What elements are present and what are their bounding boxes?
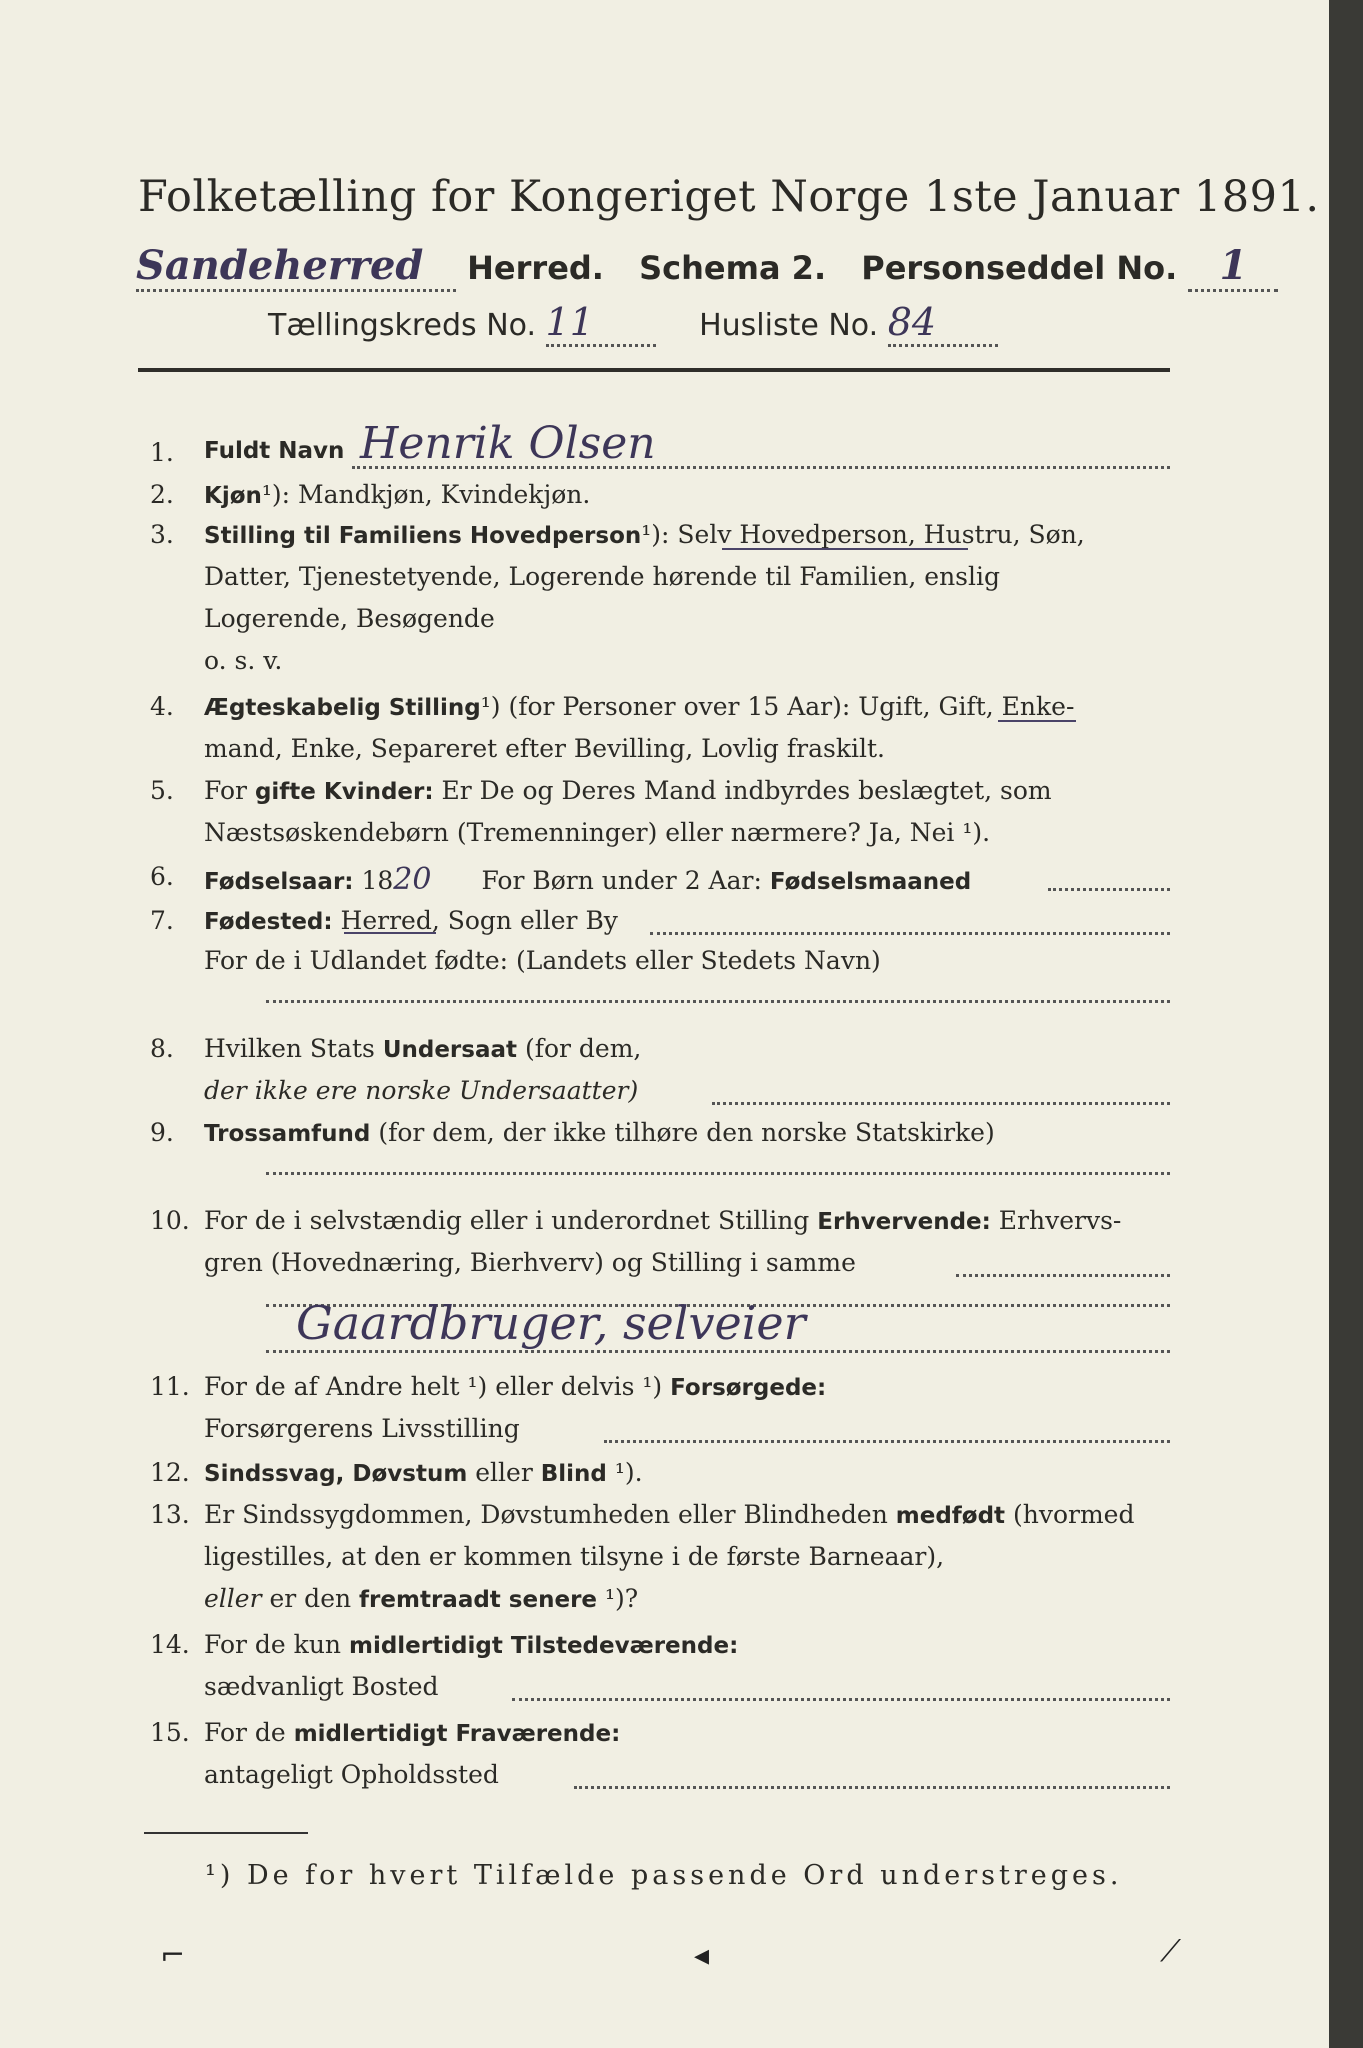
item-text: : Selv Hovedperson, Hustru, Søn, — [661, 520, 1085, 549]
item-text: er den — [261, 1584, 360, 1613]
item-text: eller — [204, 1584, 262, 1613]
husliste-value: 84 — [888, 300, 998, 347]
item-number: 2. — [150, 480, 174, 509]
item-text: Datter, Tjenestetyende, Logerende hørende til Familien, enslig — [204, 562, 1001, 591]
item-number: 12. — [150, 1458, 190, 1487]
item-text: mand, Enke, Separeret efter Bevilling, Lovlig fraskilt. — [204, 734, 885, 763]
superscript: ¹) — [480, 692, 501, 721]
kreds-line — [268, 300, 998, 347]
item-label: Forsørgede: — [670, 1375, 827, 1401]
item-label: midlertidigt Tilstedeværende: — [348, 1633, 739, 1659]
item-text: ¹). — [606, 1458, 643, 1487]
item-number: 3. — [150, 520, 174, 549]
item-number: 14. — [150, 1630, 190, 1659]
item-text: eller — [467, 1458, 541, 1487]
item-text: For Børn under 2 Aar: — [481, 866, 770, 895]
item-label: Erhvervende: — [817, 1209, 991, 1235]
item-number: 10. — [150, 1206, 190, 1235]
husliste-label: Husliste No. — [699, 308, 879, 343]
item-text: For de i selvstændig eller i underordnet Stilling — [204, 1206, 818, 1235]
item-text: (for Personer over 15 Aar): Ugift, Gift, Enke- — [500, 692, 1075, 721]
item-text: Hvilken Stats — [204, 1034, 383, 1063]
corner-mark-right: ⟋ — [1160, 1934, 1181, 1969]
item-label: midlertidigt Fraværende: — [293, 1721, 621, 1747]
fill-line — [266, 1000, 1170, 1003]
herred-value: Sandeherred — [136, 242, 456, 292]
fill-line — [712, 1102, 1170, 1105]
item-number: 1. — [150, 438, 174, 467]
item-text: (hvormed — [1005, 1500, 1135, 1529]
item-text: (for dem, der ikke tilhøre den norske Statskirke) — [370, 1118, 995, 1147]
item-label: gifte Kvinder: — [254, 779, 434, 805]
fill-line — [956, 1274, 1170, 1277]
item-label: Kjøn — [204, 483, 262, 509]
fill-line — [352, 466, 1170, 469]
item-label: Sindssvag, Døvstum — [204, 1461, 468, 1487]
item-label: Fødselsaar: — [204, 869, 354, 895]
item-number: 7. — [150, 906, 174, 935]
item-text: Logerende, Besøgende — [204, 604, 495, 633]
fill-line — [512, 1698, 1170, 1701]
answer-underline — [722, 548, 968, 550]
item-label: medfødt — [895, 1503, 1006, 1529]
item-text: Herred, Sogn eller By — [332, 906, 618, 935]
fill-line — [266, 1350, 1170, 1353]
item-label: Stilling til Familiens Hovedperson — [204, 523, 642, 549]
header-rule — [138, 368, 1170, 372]
item-text: o. s. v. — [204, 646, 283, 675]
fill-line — [1048, 888, 1170, 891]
fill-line — [574, 1786, 1170, 1789]
full-name-answer: Henrik Olsen — [360, 418, 656, 469]
fill-line — [266, 1172, 1170, 1175]
item-label: Undersaat — [382, 1037, 517, 1063]
item-text: gren (Hovednæring, Bierhverv) og Stilling i samme — [204, 1248, 856, 1277]
birth-year-answer: 20 — [393, 862, 432, 897]
item-text: Er De og Deres Mand indbyrdes beslægtet, som — [433, 776, 1052, 805]
item-text: : Mandkjøn, Kvindekjøn. — [281, 480, 591, 509]
occupation-answer: Gaardbruger, selveier — [296, 1296, 806, 1350]
item-text: Næstsøskendebørn (Tremenninger) eller nærmere? Ja, Nei ¹). — [204, 818, 991, 847]
item-number: 15. — [150, 1718, 190, 1747]
kreds-label: Tællingskreds No. — [268, 308, 536, 343]
personseddel-value: 1 — [1188, 242, 1278, 292]
answer-underline — [998, 720, 1076, 722]
scan-edge — [1329, 0, 1363, 2048]
item-label: fremtraadt senere — [359, 1587, 598, 1613]
item-number: 5. — [150, 776, 174, 805]
item-number: 6. — [150, 862, 174, 891]
corner-mark-left: ⌐ — [160, 1938, 186, 1973]
corner-mark-center: ◂ — [694, 1938, 710, 1973]
item-text: For de kun — [204, 1630, 349, 1659]
item-text: sædvanligt Bosted — [204, 1672, 439, 1701]
item-label: Fuldt Navn — [204, 438, 345, 464]
item-label: Fødested: — [204, 909, 333, 935]
superscript: ¹) — [261, 480, 282, 509]
herred-line — [136, 242, 1278, 292]
year-prefix: 18 — [353, 866, 394, 895]
form-title: Folketælling for Kongeriget Norge 1ste Januar 1891. — [138, 172, 1320, 222]
footnote-rule — [144, 1832, 308, 1834]
item-text: For de — [204, 1718, 294, 1747]
item-text: For de af Andre helt ¹) eller delvis ¹) — [204, 1372, 671, 1401]
item-text: Er Sindssygdommen, Døvstumheden eller Blindheden — [204, 1500, 896, 1529]
item-text: For — [204, 776, 255, 805]
item-number: 4. — [150, 692, 174, 721]
item-number: 11. — [150, 1372, 190, 1401]
item-label: Ægteskabelig Stilling — [204, 695, 481, 721]
item-text: der ikke ere norske Undersaatter) — [204, 1076, 639, 1105]
item-label: Fødselsmaaned — [769, 869, 972, 895]
superscript: ¹) — [641, 520, 662, 549]
item-text: For de i Udlandet fødte: (Landets eller Stedets Navn) — [204, 946, 881, 975]
fill-line — [650, 932, 1170, 935]
item-number: 9. — [150, 1118, 174, 1147]
item-number: 13. — [150, 1500, 190, 1529]
herred-label: Herred. — [467, 249, 604, 287]
footnote: ¹) De for hvert Tilfælde passende Ord understreges. — [205, 1860, 1123, 1891]
item-label: Trossamfund — [204, 1121, 371, 1147]
item-label: Blind — [540, 1461, 607, 1487]
item-text: ¹)? — [597, 1584, 639, 1613]
item-text: ligestilles, at den er kommen tilsyne i de første Barneaar), — [204, 1542, 945, 1571]
item-number: 8. — [150, 1034, 174, 1063]
fill-line — [604, 1440, 1170, 1443]
item-text: antageligt Opholdssted — [204, 1760, 499, 1789]
item-text: Erhvervs- — [990, 1206, 1122, 1235]
answer-underline — [344, 932, 436, 934]
schema-label: Schema 2. — [639, 249, 827, 287]
item-text: Forsørgerens Livsstilling — [204, 1414, 520, 1443]
personseddel-label: Personseddel No. — [861, 249, 1178, 287]
item-text: (for dem, — [517, 1034, 642, 1063]
kreds-value: 11 — [546, 300, 656, 347]
